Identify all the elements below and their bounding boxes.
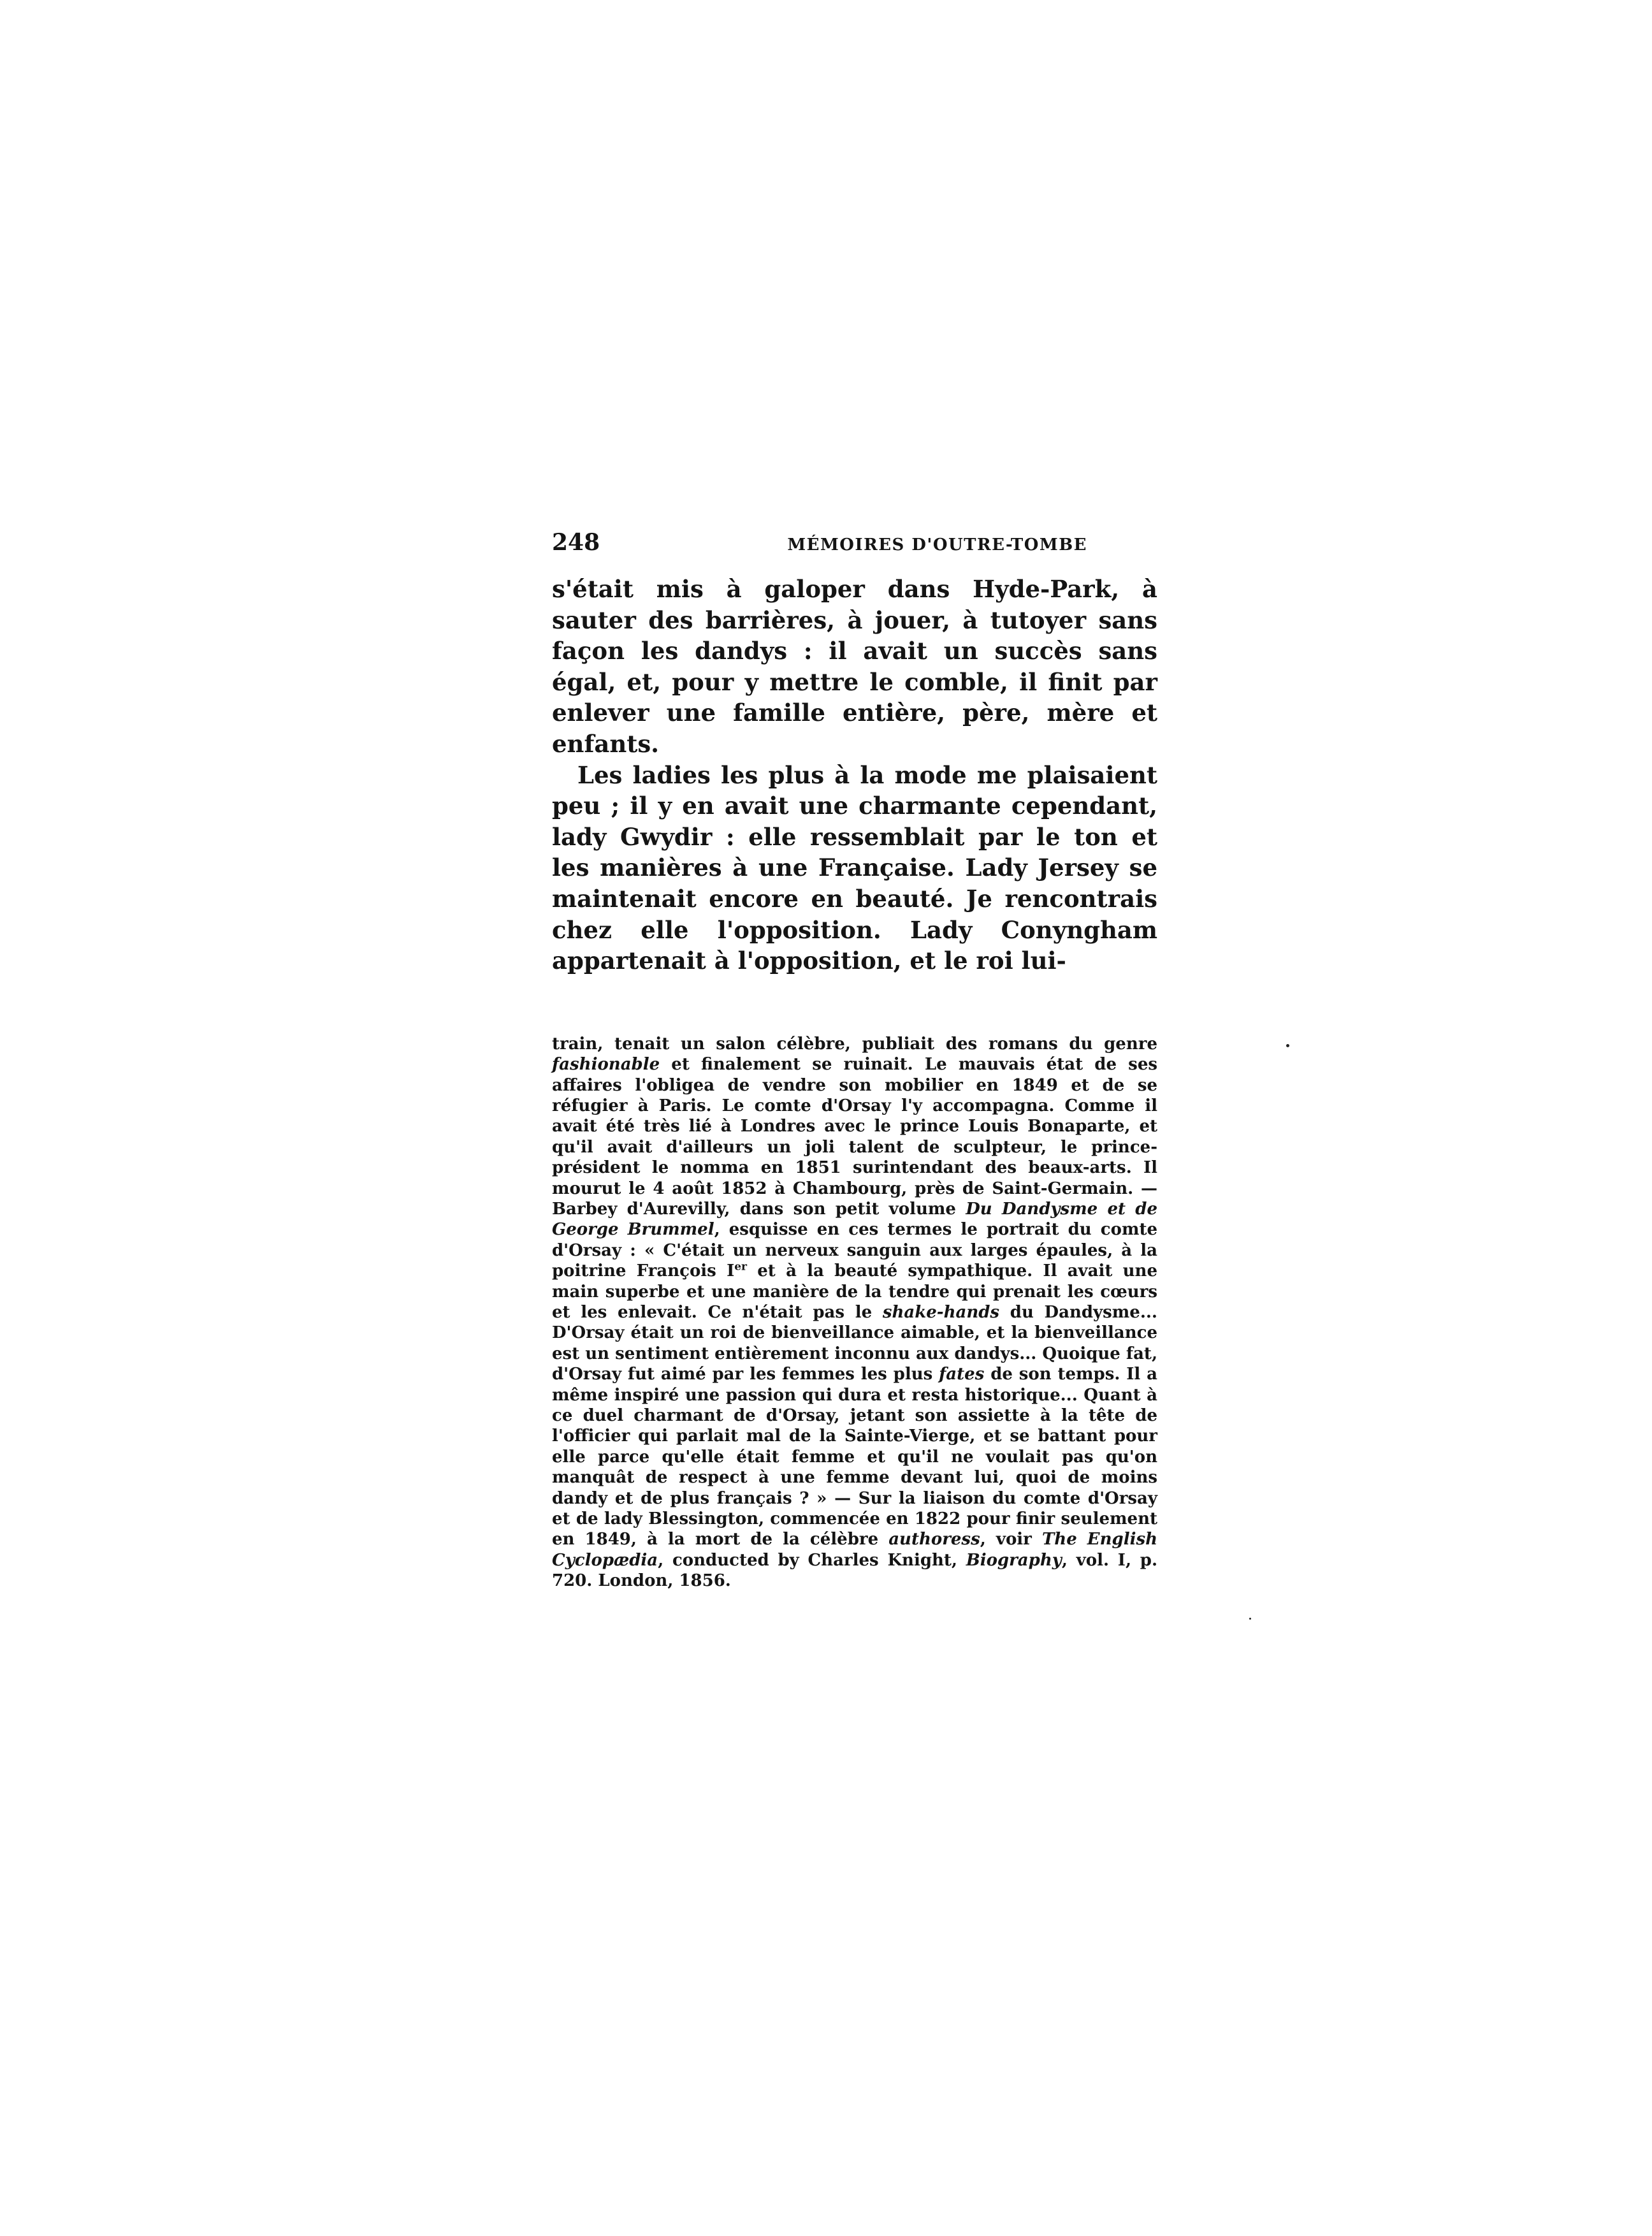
footnote-italic: Du Dandysme et de George Brummel bbox=[552, 1199, 1157, 1240]
footnote-text: du Dandysme... D'Orsay était un roi de bienveillance aimable, et la bienveillance est un sentiment entièrement inconnu aux dandys... Quoique fat, d'Orsay fut aimé par les femmes les plus bbox=[552, 1303, 1157, 1384]
footnote-text: , voir bbox=[980, 1530, 1042, 1550]
footnote-text: de son temps. Il a même inspiré une passion qui dura et resta historique... Quant à ce duel charmant de d'Orsay, jetant son assiette à la tête de l'officier qui parlait mal de la Sainte-Vierge, et se battant pour elle parce qu'elle était femme et qu'il ne voulait pas qu'on manquât de respect à une femme devant lui, quoi de moins dandy et de plus français ? » — Sur la liaison du comte d'Orsay et de lady Blessington, commencée en 1822 pour finir seulement en 1849, à la mort de la célèbre bbox=[552, 1365, 1158, 1550]
footnote-paragraph bbox=[552, 1034, 1157, 1592]
footnote-italic: fates bbox=[939, 1365, 985, 1384]
scan-speck bbox=[1286, 1044, 1289, 1047]
paragraph: Les ladies les plus à la mode me plaisaient peu ; il y en avait une charmante cependant, lady Gwydir : elle ressemblait par le ton et les manières à une Française. Lady Jersey se maintenait encore en beauté. Je rencontrais chez elle l'opposition. Lady Conyngham appartenait à l'opposition, et le roi lui- bbox=[552, 760, 1157, 975]
footnote-italic: fashionable bbox=[552, 1055, 660, 1075]
footnote-italic: Biography bbox=[966, 1550, 1062, 1570]
footnote-text: et finalement se ruinait. Le mauvais état de ses affaires l'obligea de vendre son mobilier en 1849 et de se réfugier à Paris. Le comte d'Orsay l'y accompagna. Comme il avait été très lié à Londres avec le prince Louis Bonaparte, et qu'il avait d'ailleurs un joli talent de sculpteur, le prince-président le nomma en 1851 surintendant des beaux-arts. Il mourut le 4 août 1852 à Chambourg, près de Saint-Germain. — Barbey d'Aurevilly, dans son petit volume bbox=[552, 1055, 1157, 1219]
footnote-superscript: er bbox=[734, 1260, 748, 1274]
running-header bbox=[552, 529, 1157, 567]
footnote bbox=[552, 1034, 1157, 1592]
footnote-italic: authoress bbox=[888, 1530, 980, 1550]
main-text bbox=[552, 574, 1157, 976]
footnote-text: , conducted by Charles Knight, bbox=[658, 1550, 966, 1570]
footnote-text: train, tenait un salon célèbre, publiait des romans du genre bbox=[552, 1034, 1157, 1054]
page-number: 248 bbox=[552, 529, 600, 556]
paragraph-continued: s'était mis à galoper dans Hyde-Park, à sauter des barrières, à jouer, à tutoyer sans façon les dandys : il avait un succès sans égal, et, pour y mettre le comble, il finit par enlever une famille entière, père, mère et enfants. bbox=[552, 575, 1157, 758]
running-title: MÉMOIRES D'OUTRE-TOMBE bbox=[787, 535, 1087, 555]
page-content bbox=[552, 529, 1157, 1592]
footnote-text: , vol. I, p. 720. London, 1856. bbox=[552, 1550, 1157, 1591]
footnote-italic: The English Cyclopædia bbox=[552, 1530, 1157, 1570]
scan-speck bbox=[1249, 1618, 1251, 1620]
footnote-text: et à la beauté sympathique. Il avait une main superbe et une manière de la tendre qui prenait les cœurs et les enlevait. Ce n'était pas le bbox=[552, 1261, 1157, 1322]
footnote-text: , esquisse en ces termes le portrait du comte d'Orsay : « C'était un nerveux sanguin aux larges épaules, à la poitrine François I bbox=[552, 1220, 1158, 1281]
footnote-italic: shake-hands bbox=[882, 1303, 1000, 1322]
